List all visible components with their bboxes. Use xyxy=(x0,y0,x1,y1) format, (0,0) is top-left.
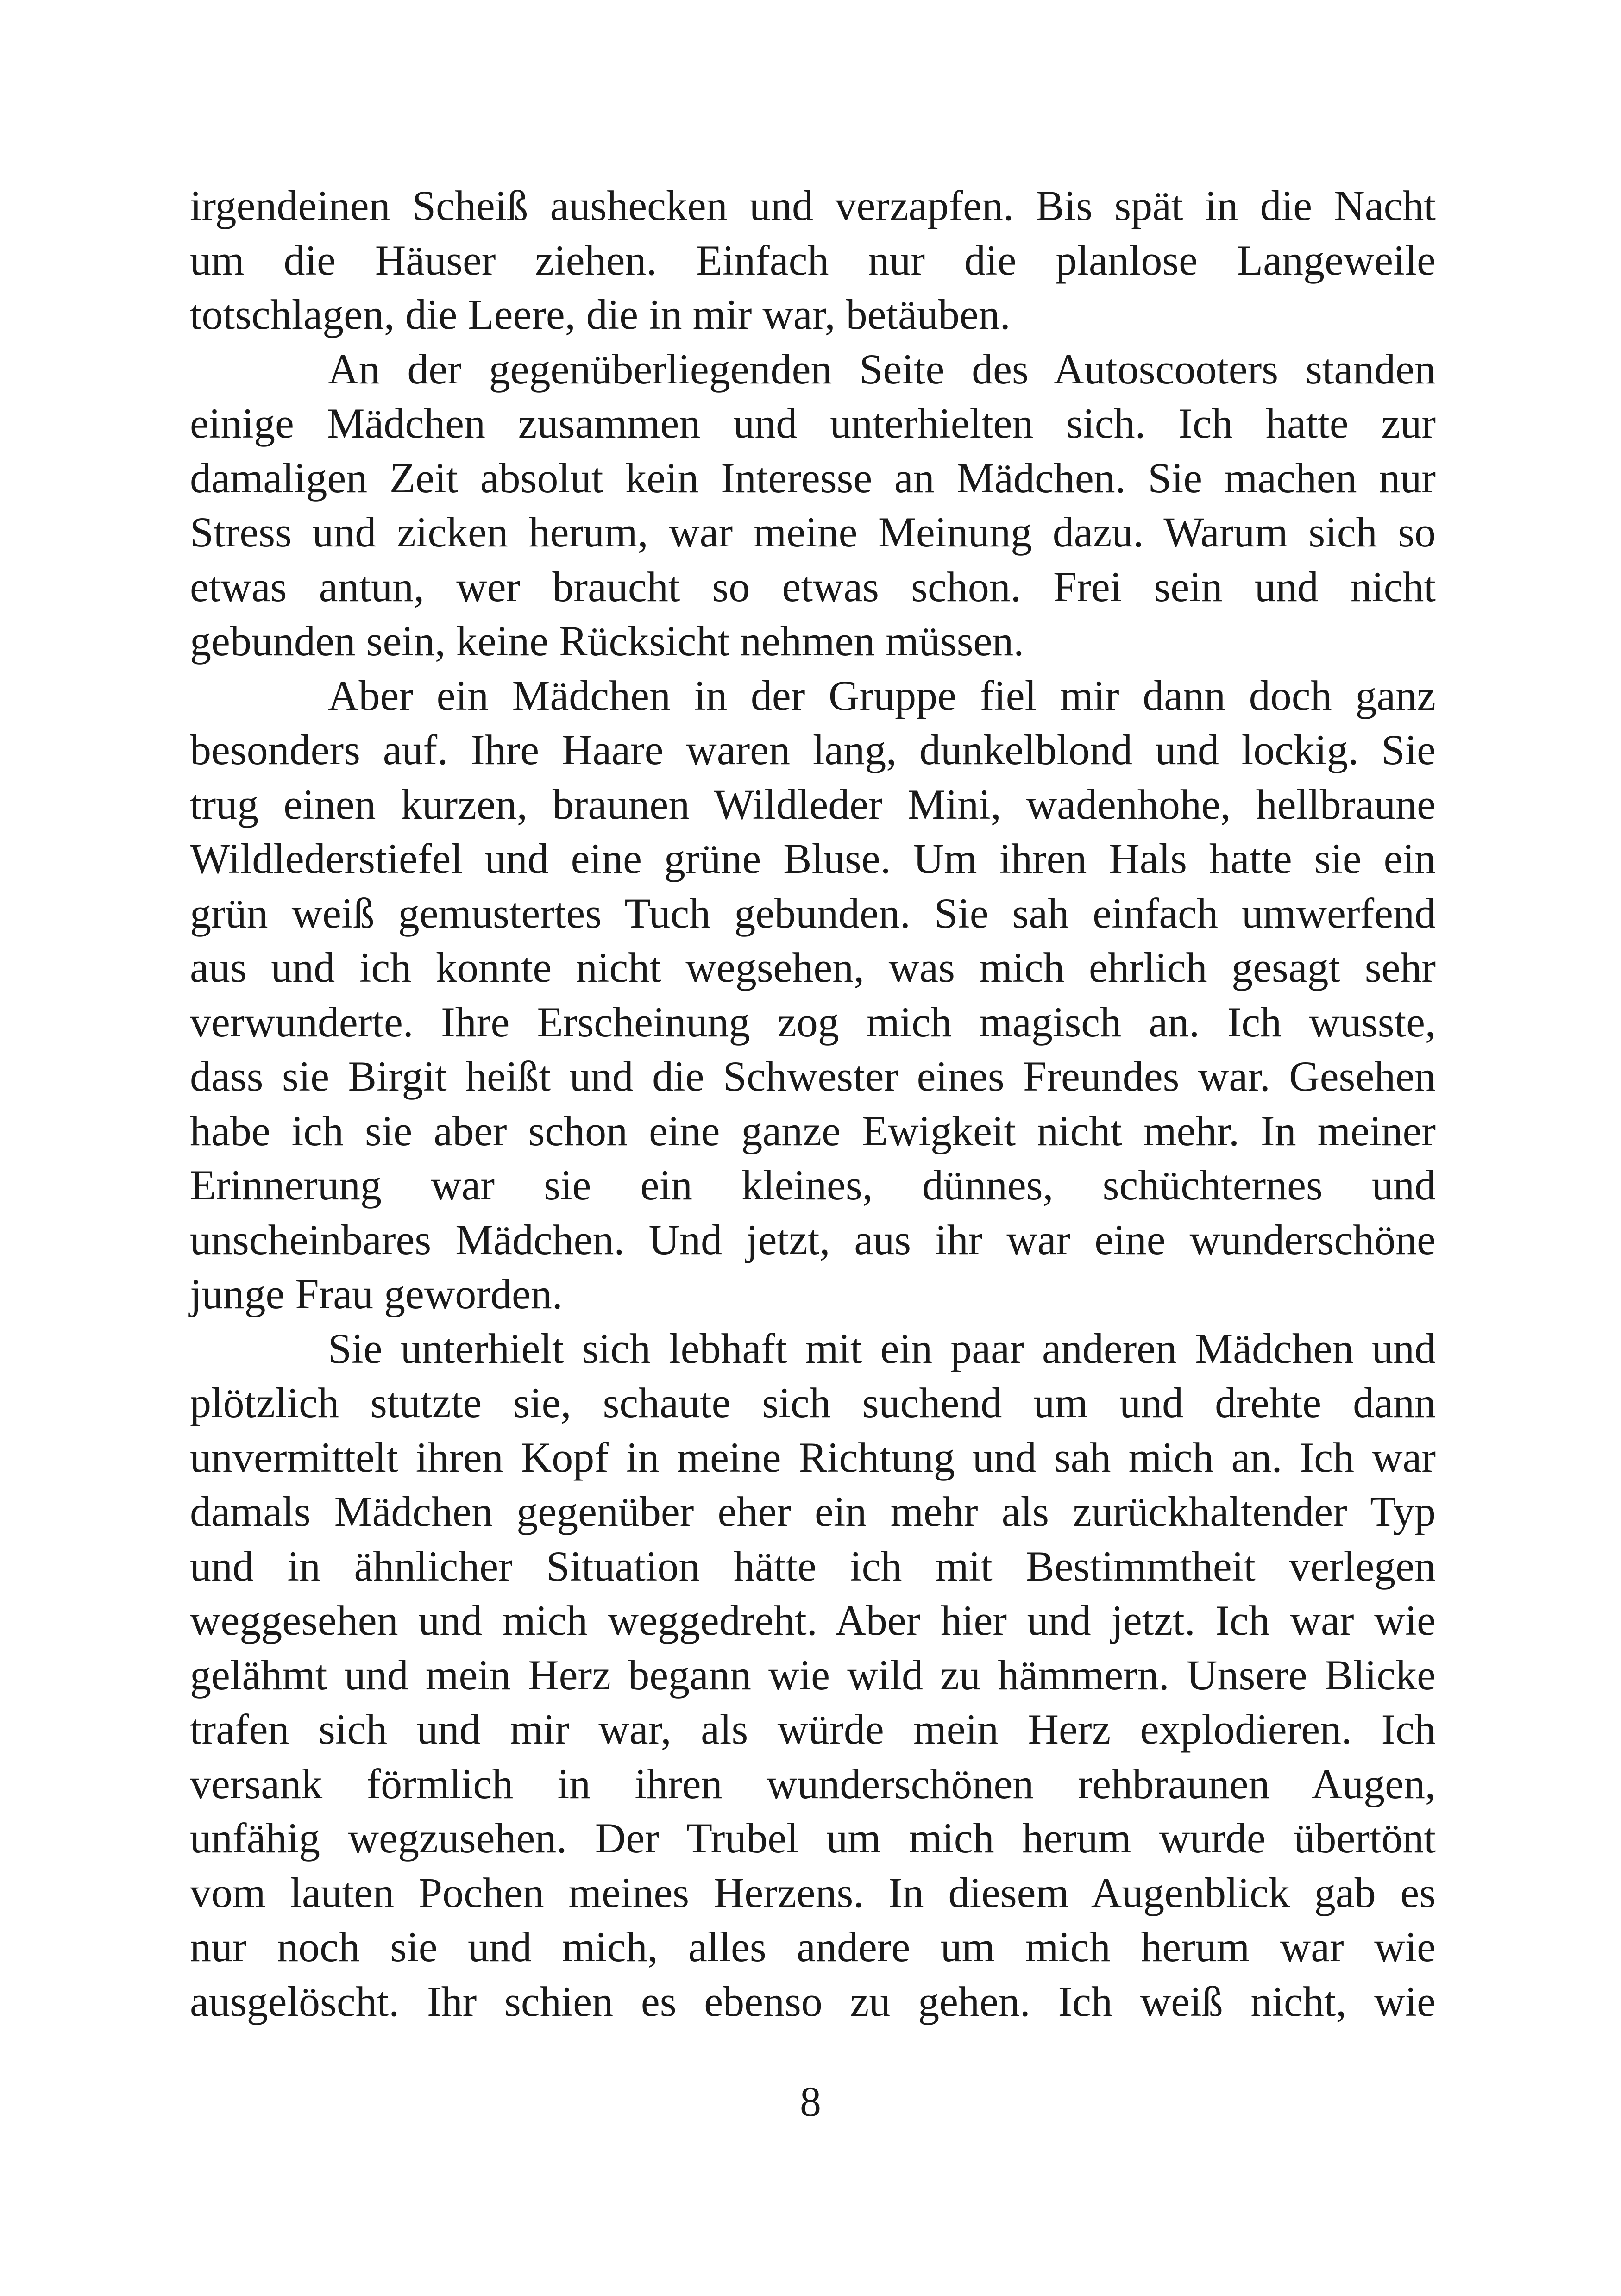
text-line: um die Häuser ziehen. Einfach nur die planlose Langeweile xyxy=(190,236,1436,284)
text-line: vom lauten Pochen meines Herzens. In diesem Augenblick gab es xyxy=(190,1869,1436,1916)
text-line: junge Frau geworden. xyxy=(190,1270,563,1317)
text-line: nur noch sie und mich, alles andere um mich herum war wie xyxy=(190,1923,1436,1970)
text-line: unfähig wegzusehen. Der Trubel um mich herum wurde übertönt xyxy=(190,1814,1436,1862)
text-line: unvermittelt ihren Kopf in meine Richtung und sah mich an. Ich war xyxy=(190,1433,1436,1481)
body-text xyxy=(190,179,1436,2029)
text-line: Sie unterhielt sich lebhaft mit ein paar anderen Mädchen und xyxy=(328,1324,1436,1372)
text-line: irgendeinen Scheiß aushecken und verzapfen. Bis spät in die Nacht xyxy=(190,182,1436,229)
text-line: verwunderte. Ihre Erscheinung zog mich magisch an. Ich wusste, xyxy=(190,998,1436,1046)
text-line: und in ähnlicher Situation hätte ich mit Bestimmtheit verlegen xyxy=(190,1542,1436,1590)
text-line: trafen sich und mir war, als würde mein Herz explodieren. Ich xyxy=(190,1706,1436,1753)
text-line: gebunden sein, keine Rücksicht nehmen müssen. xyxy=(190,617,1024,665)
text-line: totschlagen, die Leere, die in mir war, betäuben. xyxy=(190,291,1011,338)
text-line: An der gegenüberliegenden Seite des Autoscooters standen xyxy=(328,345,1436,393)
text-line: trug einen kurzen, braunen Wildleder Mini, wadenhohe, hellbraune xyxy=(190,780,1436,828)
text-line: etwas antun, wer braucht so etwas schon. Frei sein und nicht xyxy=(190,563,1436,610)
text-line: habe ich sie aber schon eine ganze Ewigkeit nicht mehr. In meiner xyxy=(190,1107,1436,1154)
text-line: Aber ein Mädchen in der Gruppe fiel mir dann doch ganz xyxy=(328,671,1436,719)
text-line: aus und ich konnte nicht wegsehen, was mich ehrlich gesagt sehr xyxy=(190,944,1436,991)
text-line: Erinnerung war sie ein kleines, dünnes, schüchternes und xyxy=(190,1161,1436,1209)
text-line: Stress und zicken herum, war meine Meinung dazu. Warum sich so xyxy=(190,508,1436,556)
text-line: einige Mädchen zusammen und unterhielten sich. Ich hatte zur xyxy=(190,400,1436,447)
text-line: ausgelöscht. Ihr schien es ebenso zu gehen. Ich weiß nicht, wie xyxy=(190,1977,1436,2025)
text-line: grün weiß gemustertes Tuch gebunden. Sie sah einfach umwerfend xyxy=(190,889,1436,937)
text-line: plötzlich stutzte sie, schaute sich suchend um und drehte dann xyxy=(190,1379,1436,1426)
text-line: weggesehen und mich weggedreht. Aber hier und jetzt. Ich war wie xyxy=(190,1597,1436,1644)
text-line: Wildlederstiefel und eine grüne Bluse. Um ihren Hals hatte sie ein xyxy=(190,835,1436,882)
page-number: 8 xyxy=(800,2078,821,2125)
text-line: damals Mädchen gegenüber eher ein mehr als zurückhaltender Typ xyxy=(190,1488,1436,1535)
text-line: damaligen Zeit absolut kein Interesse an Mädchen. Sie machen nur xyxy=(190,454,1436,502)
text-line: dass sie Birgit heißt und die Schwester eines Freundes war. Gesehen xyxy=(190,1053,1436,1100)
text-line: gelähmt und mein Herz begann wie wild zu hämmern. Unsere Blicke xyxy=(190,1651,1436,1699)
text-line: versank förmlich in ihren wunderschönen rehbraunen Augen, xyxy=(190,1760,1436,1807)
text-line: besonders auf. Ihre Haare waren lang, dunkelblond und lockig. Sie xyxy=(190,726,1436,773)
text-line: unscheinbares Mädchen. Und jetzt, aus ihr war eine wunderschöne xyxy=(190,1216,1436,1263)
